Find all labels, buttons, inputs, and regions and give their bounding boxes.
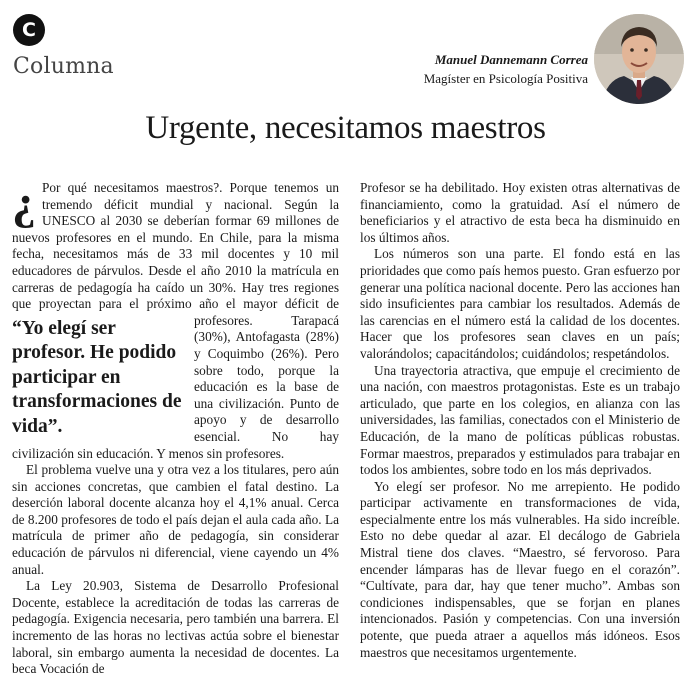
paragraph-text: Por qué necesitamos maestros?. Porque tenemos un tremendo déficit mundial y nacional. Según la UNESCO al 2030 se deberían formar 69 millones de nuevos profesores en el mundo. En Chile, para la misma fecha, necesitamos más de 33 mil docentes y 10 mil educadores de párvulos. Desde el año 2010 la matrícula en carreras de pedagogía ha caído un 30%. Hay tres regiones que proyectan para el próximo año el mayor déficit de profesores. “Yo elegí ser profesor. He podido participar en transformaciones de vida”. Tarapacá (30%), Antofagasta (28%) y Coquimbo (26%). Pero sobre todo, porque la educación es la base de una civilización. Punto de apoyo y de desarrollo esencial. No hay civilización sin educación. Y menos sin profesores.: [12, 180, 339, 461]
pull-quote: “Yo elegí ser profesor. He podido participar en transformaciones de vida”.: [12, 317, 182, 437]
article-paragraph: El problema vuelve una y otra vez a los titulares, pero aún sin acciones concretas, que cambien el fatal destino. La deserción laboral docente alcanza hoy el 4,1% anual. Cerca de 8.200 profesores de todo el país dejan el aula cada año. La matrícula de primer año de pedagogía, sin considerar educación de párvulos ni diferencial, viene cayendo un 4% anual.: [12, 462, 339, 577]
drop-cap: ¿: [12, 176, 36, 229]
author-portrait: [594, 14, 684, 104]
article-paragraph: Yo elegí ser profesor. No me arrepiento. He podido participar activamente en transformaciones de vida, especialmente entre los más vulnerables. Ha sido increíble. Esto no debe quedar al azar. El decálogo de Gabriela Mistral tiene dos claves. “Maestro, sé fervoroso. Para encender lámparas has de llevar fuego en el corazón”. “Cultívate, para dar, hay que tener mucho”. Ambas son condiciones indispensables, que se forjan en planes intencionados. Pasión y competencias. Con una inversión potente, que pueda atraer a aquellos más idóneos. Esos maestros que necesitamos urgentemente.: [360, 478, 680, 660]
article-column-right: [360, 180, 680, 660]
author-role: Magíster en Psicología Positiva: [423, 71, 588, 86]
article-paragraph: [12, 176, 339, 462]
author-photo: [594, 14, 684, 104]
article-title: Urgente, necesitamos maestros: [145, 110, 546, 146]
article-paragraph: Una trayectoria atractiva, que empuje el crecimiento de una nación, con maestros protagonistas. Este es un trabajo articulado, que parte en los colegios, en alianza con las universidades, las familias, conectados con el Ministerio de Educación, de la mano de políticas públicas robustas. Formar maestros, preparados y estimulados para trabajar en todos los ambientes, sobre todo en los más deprivados.: [360, 362, 680, 478]
article-paragraph: Profesor se ha debilitado. Hoy existen otras alternativas de financiamiento, como la gratuidad. Así el número de beneficiarios y el atractivo de esta beca ha disminuido en los últimos años.: [360, 180, 680, 245]
article-column-left: [12, 176, 339, 677]
article-paragraph: Los números son una parte. El fondo está en las prioridades que como país hemos puesto. Gran esfuerzo por generar una política nacional docente. Pero las acciones han sido insuficientes para cambiar los resultados. Además de las carencias en el número está la calidad de los docentes. Hacer que los profesores sean claves en un país; valorándolos; capacitándolos; cuidándolos; respetándolos.: [360, 246, 680, 361]
author-name: Manuel Dannemann Correa: [434, 52, 588, 67]
section-label: Columna: [13, 54, 114, 79]
article-paragraph: La Ley 20.903, Sistema de Desarrollo Profesional Docente, establece la acreditación de todas las carreras de pedagogía. Exigencia necesaria, pero también una barrera. El incremento de las horas no lectivas actúa sobre el bienestar laboral, sin embargo aumenta la necesidad de docentes. La beca Vocación de: [12, 578, 339, 677]
column-badge: C: [13, 14, 45, 46]
